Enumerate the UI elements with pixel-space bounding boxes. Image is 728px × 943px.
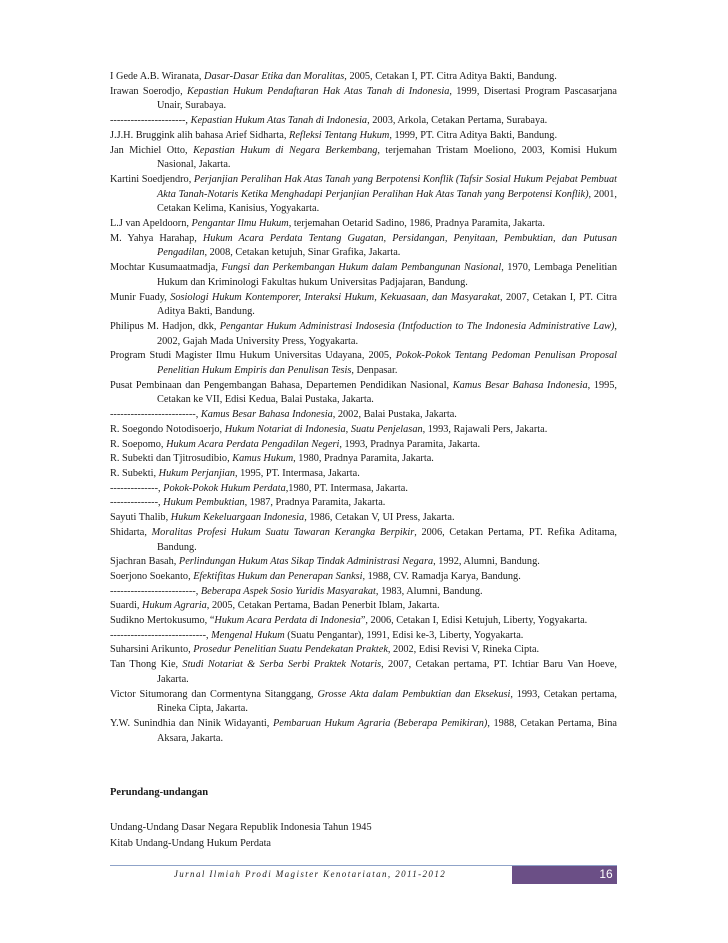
reference-details: , 2002, Edisi Revisi V, Rineka Cipta. <box>387 644 540 656</box>
reference-entry <box>110 643 617 658</box>
reference-author: R. Soegondo Notodisoerjo, <box>110 423 225 435</box>
reference-author: Suardi, <box>110 600 143 612</box>
reference-title: Mengenal Hukum <box>211 629 285 641</box>
reference-title: Sosiologi Hukum Kontemporer, Interaksi Hukum, Kekuasaan, dan Masyarakat <box>170 291 501 303</box>
reference-entry <box>110 85 617 114</box>
reference-title: Beberapa Aspek Sosio Yuridis Masyarakat <box>200 585 376 597</box>
reference-author: Shidarta, <box>110 526 152 538</box>
reference-entry <box>110 261 617 290</box>
reference-title: Efektifitas Hukum dan Penerapan Sanksi <box>193 570 363 582</box>
reference-author: M. Yahya Harahap, <box>110 232 203 244</box>
reference-title: Kamus Besar Bahasa Indonesia <box>200 409 333 421</box>
reference-details: , 1999, Disertasi Program Pascasarjana Unair, Surabaya. <box>157 85 617 112</box>
reference-title: Hukum Kekeluargaan Indonesia <box>170 512 305 524</box>
reference-details: , 1995, Cetakan ke VII, Edisi Kedua, Balai Pustaka, Jakarta. <box>157 379 617 406</box>
reference-details: , terjemahan Tristam Moeliono, 2003, Komisi Hukum Nasional, Jakarta. <box>157 144 618 171</box>
reference-title: Pengantar Hukum Administrasi Indosesia (Intfoduction to The Indonesia Administrative Law) <box>219 320 615 332</box>
reference-details: , Denpasar. <box>351 365 398 377</box>
reference-details: , 2005, Cetakan I, PT. Citra Aditya Bakti, Bandung. <box>344 71 557 82</box>
page-number: 16 <box>599 867 613 881</box>
reference-entry <box>110 291 617 320</box>
reference-details: , 1970, Lembaga Penelitian Hukum dan Kriminologi Fakultas hukum Universitas Padjajaran, Bandung. <box>157 262 618 288</box>
reference-details: ”, 2006, Cetakan I, Edisi Ketujuh, Liberty, Yogyakarta. <box>360 615 588 627</box>
reference-entry <box>110 555 617 570</box>
reference-title: Moralitas Profesi Hukum Suatu Tawaran Kerangka Berpikir <box>151 526 415 538</box>
reference-title: Dasar-Dasar Etika dan Moralitas <box>204 71 345 82</box>
reference-author: -------------------------, <box>110 585 201 597</box>
reference-title: Prosedur Penelitian Suatu Pendekatan Praktek <box>193 644 388 656</box>
reference-author: Jan Michiel Otto, <box>110 144 194 156</box>
footer-journal-title: Jurnal Ilmiah Prodi Magister Kenotariatan, 2011-2012 <box>173 869 447 879</box>
reference-details: , 1993, Pradnya Paramita, Jakarta. <box>339 438 481 450</box>
reference-details: , 2002, Gajah Mada University Press, Yogyakarta. <box>157 320 617 347</box>
reference-entry <box>110 320 617 349</box>
reference-title: Hukum Agraria <box>142 600 207 612</box>
reference-entry <box>110 232 617 261</box>
reference-details: , 2002, Balai Pustaka, Jakarta. <box>332 409 457 421</box>
reference-entry <box>110 496 617 511</box>
reference-title: Grosse Akta dalam Pembuktian dan Eksekusi <box>317 688 511 700</box>
reference-details: , 1999, PT. Citra Aditya Bakti, Bandung. <box>389 129 558 141</box>
reference-entry <box>110 173 617 217</box>
reference-title: Fungsi dan Perkembangan Hukum dalam Pembangunan Nasional <box>221 262 502 274</box>
reference-details: , 1993, Rajawali Pers, Jakarta. <box>422 423 548 435</box>
reference-entry <box>110 614 617 629</box>
reference-details: , 2007, Cetakan I, PT. Citra Aditya Bakti, Bandung. <box>157 291 617 318</box>
reference-entry <box>110 70 617 85</box>
reference-author: L.J van Apeldoorn, <box>110 218 192 230</box>
reference-details: , 2005, Cetakan Pertama, Badan Penerbit Iblam, Jakarta. <box>206 600 440 612</box>
reference-author: Sudikno Mertokusumo, “ <box>110 615 215 627</box>
reference-title: Pokok-Pokok Hukum Perdata <box>163 482 286 494</box>
reference-details: , 2007, Cetakan pertama, PT. Ichtiar Baru Van Hoeve, Jakarta. <box>157 659 617 685</box>
reference-entry <box>110 629 617 644</box>
reference-entry <box>110 717 617 746</box>
reference-entry <box>110 144 617 173</box>
reference-title: Pengantar Ilmu Hukum <box>191 218 289 230</box>
reference-title: Kepastian Hukum Atas Tanah di Indonesia <box>190 115 368 127</box>
reference-title: Perjanjian Peralihan Hak Atas Tanah yang Berpotensi Konflik (Tafsir Sosial Hukum Pejabat Pembuat Akta Tanah-Notaris Ketika Menghadapi Perjanjian Peralihan Hak Atas Tanah yang Berpotensi Konflik) <box>157 173 617 200</box>
reference-entry <box>110 658 617 687</box>
reference-entry <box>110 423 617 438</box>
reference-title: Perlindungan Hukum Atas Sikap Tindak Administrasi Negara <box>178 556 434 568</box>
reference-author: R. Subekti, <box>110 467 159 479</box>
reference-title: Kamus Hukum <box>232 453 294 465</box>
reference-details: , 1988, Cetakan Pertama, Bina Aksara, Jakarta. <box>157 717 617 744</box>
reference-author: Kartini Soedjendro, <box>110 173 194 185</box>
reference-title: Hukum Acara Perdata Tentang Gugatan, Persidangan, Penyitaan, Pembuktian, dan Putusan Pengadilan <box>157 232 617 259</box>
reference-details: , 2001, Cetakan Kelima, Kanisius, Yogyakarta. <box>157 188 617 215</box>
reference-entry <box>110 379 617 408</box>
reference-author: Y.W. Sunindhia dan Ninik Widayanti, <box>110 717 273 729</box>
reference-title: Pembaruan Hukum Agraria (Beberapa Pemikiran) <box>272 717 488 729</box>
reference-author: Philipus M. Hadjon, dkk, <box>110 320 220 332</box>
reference-details: , 1987, Pradnya Paramita, Jakarta. <box>244 497 386 509</box>
reference-details: , 1980, Pradnya Paramita, Jakarta. <box>293 453 434 465</box>
legislation-list <box>110 820 617 851</box>
legislation-item: Kitab Undang-Undang Hukum Perdata <box>110 837 271 849</box>
reference-entry <box>110 688 617 717</box>
reference-details: , 1988, CV. Ramadja Karya, Bandung. <box>362 570 521 582</box>
reference-entry <box>110 217 617 232</box>
reference-details: , 1992, Alumni, Bandung. <box>433 556 540 568</box>
reference-title: Hukum Perjanjian <box>158 467 235 479</box>
reference-entry <box>110 349 617 378</box>
reference-author: --------------, <box>110 482 164 494</box>
reference-author: Soerjono Soekanto, <box>110 570 194 582</box>
legislation-item: Undang-Undang Dasar Negara Republik Indonesia Tahun 1945 <box>110 822 372 833</box>
reference-details: , 1986, Cetakan V, UI Press, Jakarta. <box>304 512 455 524</box>
reference-author: ----------------------, <box>110 115 191 127</box>
reference-details: ,1980, PT. Intermasa, Jakarta. <box>285 482 408 494</box>
reference-entry <box>110 467 617 482</box>
reference-title: Kamus Besar Bahasa Indonesia <box>452 379 588 391</box>
reference-title: Hukum Acara Perdata di Indonesia <box>214 615 361 627</box>
reference-author: Sayuti Thalib, <box>110 512 171 524</box>
reference-author: Mochtar Kusumaatmadja, <box>110 262 222 274</box>
reference-details: , 1995, PT. Intermasa, Jakarta. <box>235 467 360 479</box>
reference-author: Pusat Pembinaan dan Pengembangan Bahasa, Departemen Pendidikan Nasional, <box>110 379 453 391</box>
reference-author: Victor Situmorang dan Cormentyna Sitanggang, <box>110 688 318 700</box>
reference-author: J.J.H. Bruggink alih bahasa Arief Sidharta, <box>110 129 290 141</box>
reference-title: Kepastian Hukum Pendaftaran Hak Atas Tanah di Indonesia <box>186 85 450 97</box>
reference-author: --------------, <box>110 497 164 509</box>
reference-author: Suharsini Arikunto, <box>110 644 194 656</box>
reference-entry <box>110 452 617 467</box>
reference-details: , 1983, Alumni, Bandung. <box>375 585 483 597</box>
reference-details: , 2003, Arkola, Cetakan Pertama, Surabaya. <box>367 115 548 127</box>
reference-title: Pokok-Pokok Tentang Pedoman Penulisan Proposal Penelitian Hukum Empiris dan Penulisan Tesis <box>157 350 617 377</box>
reference-author: Program Studi Magister Ilmu Hukum Universitas Udayana, 2005, <box>110 350 396 362</box>
reference-author: -------------------------, <box>110 409 201 421</box>
reference-entry <box>110 570 617 585</box>
reference-entry <box>110 585 617 600</box>
reference-author: Munir Fuady, <box>110 291 171 303</box>
reference-author: R. Soepomo, <box>110 438 167 450</box>
reference-entry <box>110 599 617 614</box>
reference-author: ----------------------------, <box>110 629 212 641</box>
reference-list <box>110 70 617 746</box>
reference-details: , 2006, Cetakan Pertama, PT. Refika Aditama, Bandung. <box>157 526 617 553</box>
reference-entry <box>110 482 617 497</box>
reference-title: Kepastian Hukum di Negara Berkembang <box>193 144 378 156</box>
reference-title: Hukum Acara Perdata Pengadilan Negeri <box>166 438 340 450</box>
reference-title: Hukum Notariat di Indonesia, Suatu Penjelasan <box>224 423 423 435</box>
reference-author: Tan Thong Kie, <box>110 659 183 671</box>
reference-entry <box>110 511 617 526</box>
reference-author: R. Subekti dan Tjitrosudibio, <box>110 453 233 465</box>
reference-title: Refleksi Tentang Hukum <box>289 129 390 141</box>
reference-entry <box>110 114 617 129</box>
reference-entry <box>110 438 617 453</box>
reference-author: Irawan Soerodjo, <box>110 85 187 97</box>
reference-title: Hukum Pembuktian <box>163 497 245 509</box>
reference-details: (Suatu Pengantar), 1991, Edisi ke-3, Liberty, Yogyakarta. <box>284 629 524 641</box>
reference-author: I Gede A.B. Wiranata, <box>110 71 205 82</box>
reference-title: Studi Notariat & Serba Serbi Praktek Notaris <box>182 659 382 671</box>
section-heading: Perundang-undangan <box>110 787 209 798</box>
reference-entry <box>110 408 617 423</box>
reference-details: , 1993, Cetakan pertama, Rineka Cipta, Jakarta. <box>157 688 617 715</box>
reference-entry <box>110 129 617 144</box>
reference-author: Sjachran Basah, <box>110 556 179 568</box>
reference-entry <box>110 526 617 555</box>
reference-details: , terjemahan Oetarid Sadino, 1986, Pradnya Paramita, Jakarta. <box>288 218 545 230</box>
reference-details: , 2008, Cetakan ketujuh, Sinar Grafika, Jakarta. <box>204 247 401 259</box>
